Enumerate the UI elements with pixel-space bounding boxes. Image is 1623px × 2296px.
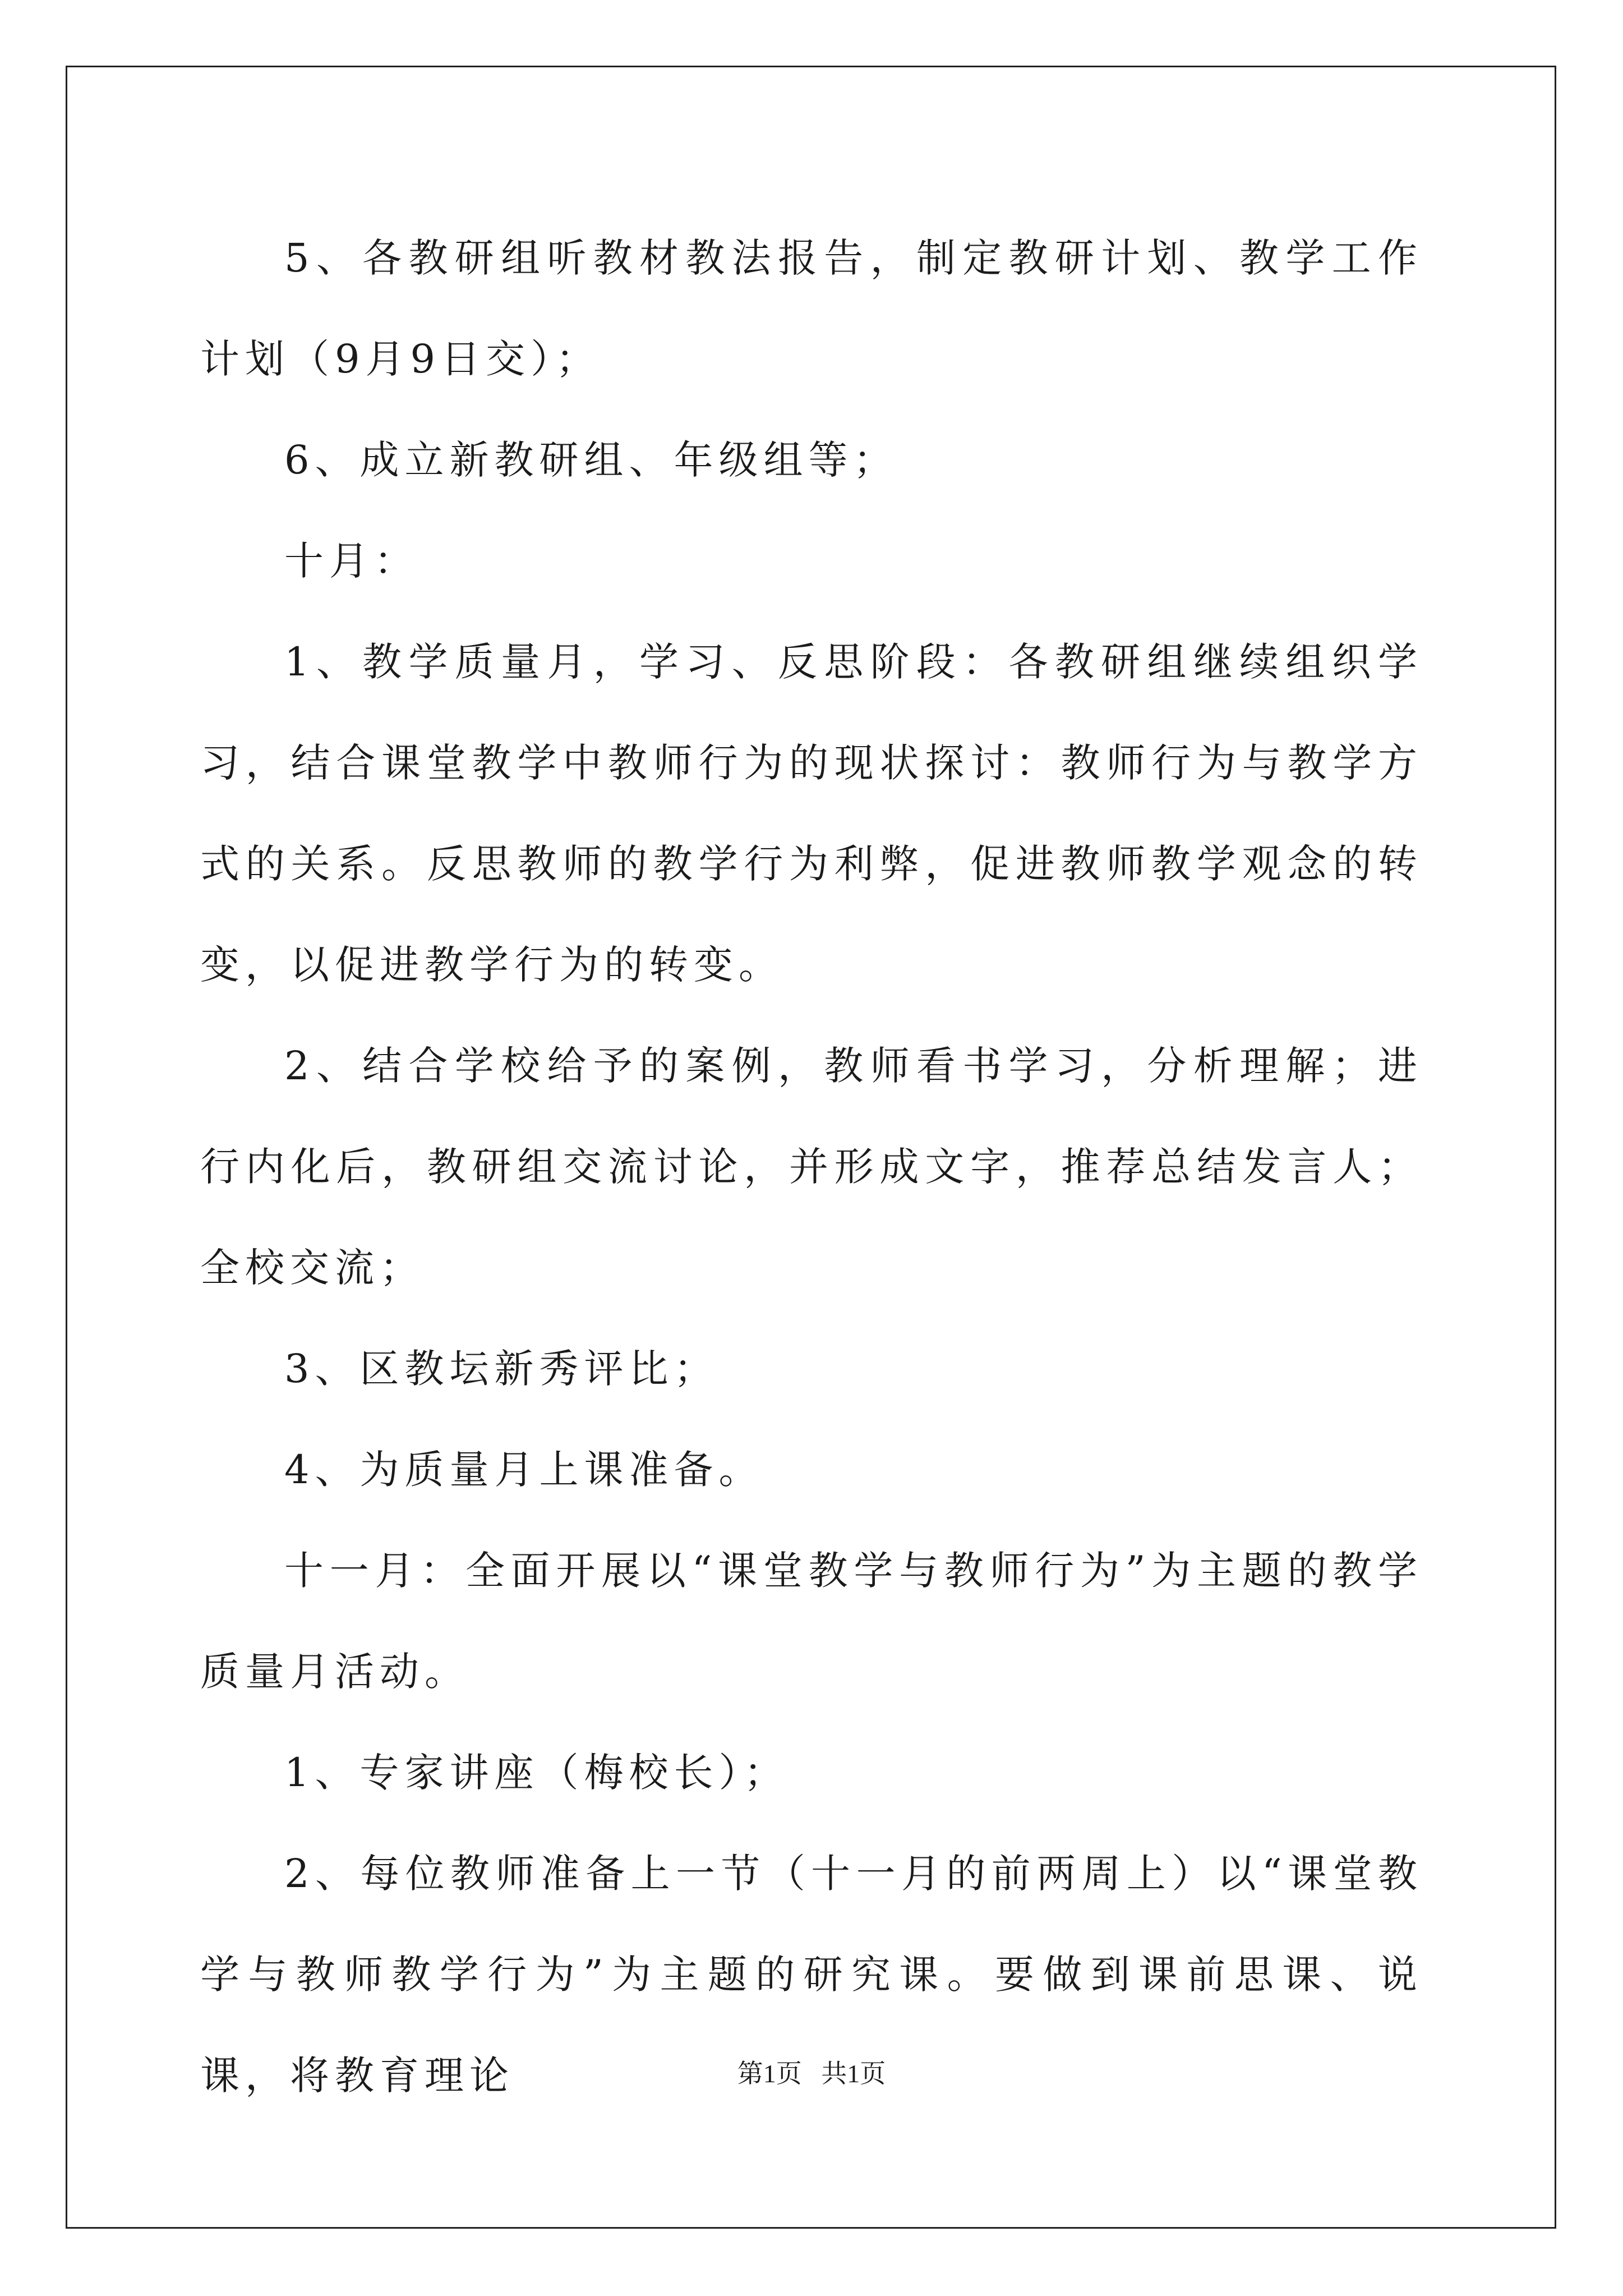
paragraph: 4、为质量月上课准备。 — [284, 1447, 764, 1493]
paragraph: 5、各教研组听教材教法报告，制定教研计划、教学工作计划（9月9日交）； — [200, 235, 1423, 382]
page-number-total: 共1页 — [821, 2059, 886, 2088]
paragraph: 1、教学质量月，学习、反思阶段：各教研组继续组织学习，结合课堂教学中教师行为的现状探讨：教师行为与教学方式的关系。反思教师的教学行为利弊，促进教师教学观念的转变，以促进教学行为的转变。 — [200, 639, 1423, 988]
paragraph: 十月： — [284, 538, 419, 584]
paragraph: 3、区教坛新秀评比； — [284, 1346, 719, 1392]
page-footer — [0, 2053, 1623, 2090]
page-number-current: 第1页 — [737, 2059, 802, 2088]
paragraph: 2、每位教师准备上一节（十一月的前两周上）以“课堂教学与教师教学行为”为主题的研究课。要做到课前思课、说课，将教育理论 — [200, 1851, 1423, 2099]
paragraph: 十一月：全面开展以“课堂教学与教师行为”为主题的教学质量月活动。 — [200, 1548, 1423, 1695]
paragraph: 1、专家讲座（梅校长）； — [284, 1750, 789, 1796]
paragraph: 6、成立新教研组、年级组等； — [284, 437, 898, 483]
document-body — [200, 208, 1423, 2126]
paragraph: 2、结合学校给予的案例，教师看书学习，分析理解；进行内化后，教研组交流讨论，并形成文字，推荐总结发言人；全校交流； — [200, 1043, 1423, 1291]
